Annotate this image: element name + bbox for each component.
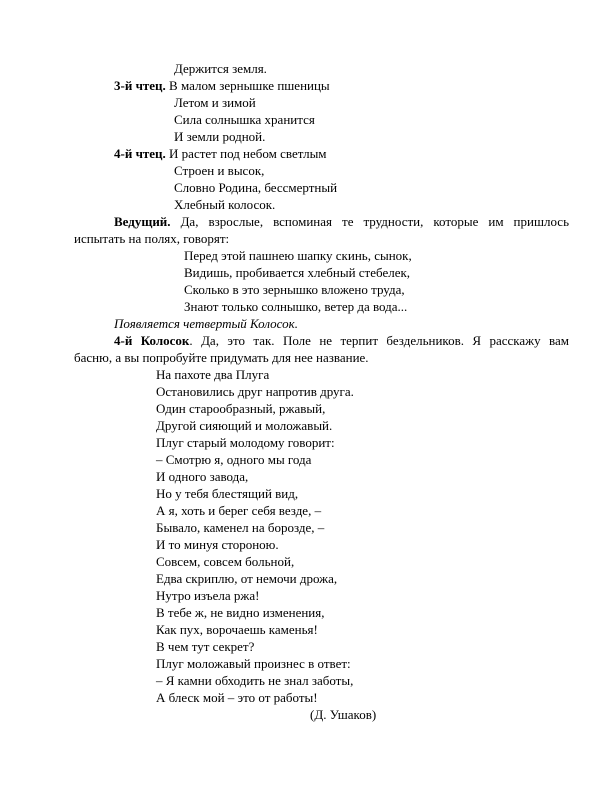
fable-line: Едва скриплю, от немочи дрожа, <box>156 571 338 586</box>
text-line: Держится земля. <box>174 61 267 76</box>
text-line: испытать на полях, говорят: <box>74 231 230 246</box>
fable-line: Совсем, совсем больной, <box>156 554 295 569</box>
stage-direction: Появляется четвертый Колосок. <box>114 316 298 331</box>
fable-line: Плуг старый молодому говорит: <box>156 435 335 450</box>
host-line <box>114 213 569 230</box>
verse-line: Знают только солнышко, ветер да вода... <box>184 299 408 314</box>
fable-line: В тебе ж, не видно изменения, <box>156 605 325 620</box>
text-line: басню, а вы попробуйте придумать для нее название. <box>74 350 369 365</box>
speaker-label: Ведущий. <box>114 214 171 229</box>
verse-line: Перед этой пашнею шапку скинь, сынок, <box>184 248 412 263</box>
text-line: И растет под небом светлым <box>165 146 327 161</box>
fable-line: – Смотрю я, одного мы года <box>156 452 312 467</box>
fable-line: А блеск мой – это от работы! <box>156 690 318 705</box>
fable-line: И то минуя стороною. <box>156 537 279 552</box>
text-line: Сила солнышка хранится <box>174 112 315 127</box>
fable-line: Остановились друг напротив друга. <box>156 384 354 399</box>
text-line: Летом и зимой <box>174 95 256 110</box>
verse-line: Сколько в это зернышко вложено труда, <box>184 282 405 297</box>
text-line: В малом зернышке пшеницы <box>165 78 330 93</box>
fable-line: А я, хоть и берег себя везде, – <box>156 503 322 518</box>
fable-line: И одного завода, <box>156 469 249 484</box>
spike-4-line <box>114 332 569 349</box>
text-line: Хлебный колосок. <box>174 197 276 212</box>
text-line: Словно Родина, бессмертный <box>174 180 338 195</box>
fable-line: В чем тут секрет? <box>156 639 255 654</box>
reader-4-line <box>114 145 327 162</box>
fable-line: Нутро изъела ржа! <box>156 588 260 603</box>
author-attribution: (Д. Ушаков) <box>310 707 377 722</box>
fable-line: Другой сияющий и моложавый. <box>156 418 333 433</box>
fable-line: Как пух, ворочаешь каменья! <box>156 622 318 637</box>
text-line: Да, взрослые, вспоминая те трудности, которые им пришлось <box>170 214 569 229</box>
text-line: Строен и высок, <box>174 163 265 178</box>
fable-line: Но у тебя блестящий вид, <box>156 486 299 501</box>
reader-3-line <box>114 77 330 94</box>
fable-line: На пахоте два Плуга <box>156 367 270 382</box>
speaker-label: 3-й чтец. <box>114 78 166 93</box>
verse-line: Видишь, пробивается хлебный стебелек, <box>184 265 411 280</box>
text-line: И земли родной. <box>174 129 266 144</box>
speaker-label: 4-й чтец. <box>114 146 166 161</box>
text-line: . Да, это так. Поле не терпит бездельников. Я расскажу вам <box>189 333 570 348</box>
fable-line: Плуг моложавый произнес в ответ: <box>156 656 351 671</box>
speaker-label: 4-й Колосок <box>114 333 190 348</box>
fable-line: Бывало, каменел на борозде, – <box>156 520 325 535</box>
fable-line: Один старообразный, ржавый, <box>156 401 326 416</box>
fable-line: – Я камни обходить не знал заботы, <box>156 673 354 688</box>
